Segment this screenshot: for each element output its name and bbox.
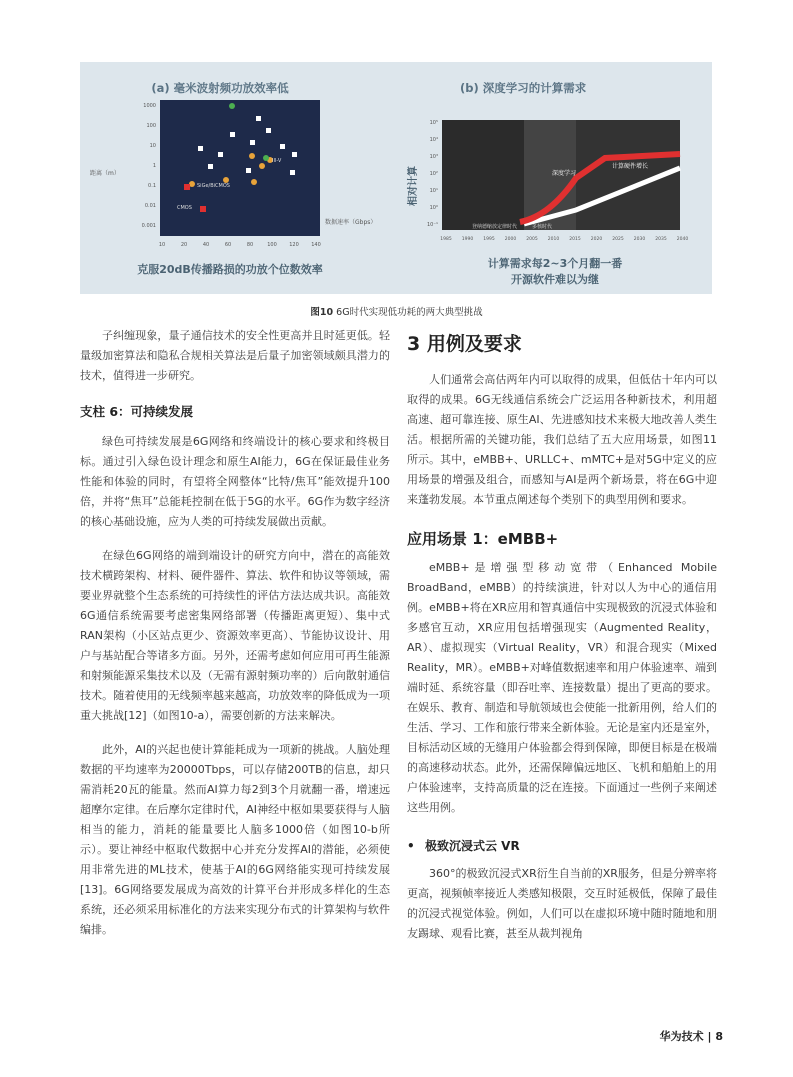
panel-b-y-label: 相对计算 xyxy=(408,166,419,206)
right-paragraph-2: eMBB+是增强型移动宽带（Enhanced Mobile BroadBand，eMBB）的持续演进，针对以人为中心的通信用例。eMBB+将在XR应用和智真通信中实现极致的沉浸式体验和多感官互动，XR应用包括增强现实（Augmented Reality，AR）、虚拟现实（Virtual Reality，VR）和混合现实（Mixed Reality，MR）。eMBB+对峰值数据速率和用户体验速率、端到端时延、系统容量（即吞吐率、连接数量）提出了更高的要求。在娱乐、教育、制造和导航领域也会使能一批新用例，给人们的生活、学习、工作和旅行带来全新体验。无论是室内还是室外，目标活动区域的无缝用户体验都会得到保障，即便目标是在极端的高速移动状态。此外，还需保障偏远地区、飞机和船舶上的用户体验速率，支持高质量的泛在连接。下面通过一些例子来阐述这些用例。 xyxy=(407,561,717,814)
panel-a-point xyxy=(263,155,269,161)
panel-a-point xyxy=(266,128,271,133)
panel-a-x-tick: 140 xyxy=(311,242,321,248)
panel-b-y-tick: 10² xyxy=(429,171,438,177)
figure-10 xyxy=(80,62,712,294)
panel-b-x-tick: 2015 xyxy=(569,237,581,242)
panel-b-multicore-label: 多核时代 xyxy=(532,224,553,230)
panel-b-deep-learning-label: 深度学习 xyxy=(552,170,577,177)
panel-a-point xyxy=(249,153,255,159)
panel-a-point xyxy=(251,179,257,185)
panel-a-caption: 克服20dB传播路损的功放个位数效率 xyxy=(137,263,323,276)
panel-a-y-label: 距离（m） xyxy=(90,170,120,177)
panel-a-x-tick: 10 xyxy=(158,242,166,248)
panel-b-title: (b) 深度学习的计算需求 xyxy=(460,81,587,95)
figure-caption-prefix: 图10 xyxy=(310,307,334,318)
figure-caption-text: 6G时代实现低功耗的两大典型挑战 xyxy=(333,307,483,318)
panel-a-y-tick: 0.001 xyxy=(141,223,156,229)
panel-a-point xyxy=(292,152,297,157)
left-paragraph-2: 绿色可持续发展是6G网络和终端设计的核心要求和终极目标。通过引入绿色设计理念和原生AI能力，6G在保证最佳业务性能和体验的同时，有望将全网整体“比特/焦耳”能效提升100倍，并将“焦耳”总能耗控制在低于5G的水平。6G作为数字经济的核心基础设施，应为人类的可持续发展做出贡献。 xyxy=(80,435,390,528)
panel-a-point xyxy=(256,116,261,121)
panel-b-caption-2: 开源软件难以为继 xyxy=(511,273,599,286)
panel-b-x-tick: 2020 xyxy=(590,237,603,242)
panel-a-point xyxy=(200,206,206,212)
panel-b-hw-growth-label: 计算硬件增长 xyxy=(612,163,649,170)
panel-a-x-tick: 20 xyxy=(180,242,188,248)
panel-b-x-tick: 1995 xyxy=(483,237,495,242)
panel-a-x-tick: 80 xyxy=(246,242,254,248)
panel-a-y-tick: 0.1 xyxy=(148,183,156,189)
panel-b-y-tick: 10⁴ xyxy=(429,137,438,143)
page-footer: 华为技术 | 8 xyxy=(659,1030,723,1043)
panel-a-point xyxy=(198,146,203,151)
panel-b-x-tick: 1990 xyxy=(461,237,474,242)
panel-a-y-tick: 1000 xyxy=(143,103,156,109)
panel-a-title: (a) 毫米波射频功放效率低 xyxy=(151,81,289,95)
panel-b-x-tick: 2010 xyxy=(547,237,560,242)
panel-a-y-ticks xyxy=(142,103,156,229)
right-paragraph-1: 人们通常会高估两年内可以取得的成果，但低估十年内可以取得的成果。6G无线通信系统会广泛运用各种新技术，利用超高速、超可靠连接、原生AI、先进感知技术来极大地改善人类生活。根据所需的关键功能，我们总结了五大应用场景，如图11所示。其中，eMBB+、URLLC+、mMTC+是对5G中定义的应用场景的增强及组合，而感知与AI是两个新场景，将在6G中迎来蓬勃发展。本节重点阐述每个类别下的典型用例和要求。 xyxy=(407,373,717,506)
pillar-6-heading: 支柱 6：可持续发展 xyxy=(80,404,194,419)
section-title: 3 用例及要求 xyxy=(407,333,522,355)
panel-b-x-tick: 2040 xyxy=(676,237,689,242)
panel-a-point xyxy=(218,152,223,157)
panel-a-point xyxy=(208,164,213,169)
panel-b-x-tick: 2005 xyxy=(526,237,538,242)
panel-a-x-ticks xyxy=(159,242,321,248)
panel-b-y-tick: 10³ xyxy=(429,154,438,160)
panel-a-point xyxy=(246,168,251,173)
panel-a-y-tick: 1 xyxy=(152,163,156,169)
panel-a-x-label: 数据速率（Gbps） xyxy=(325,219,377,226)
panel-b-y-ticks xyxy=(427,120,438,228)
panel-b-y-tick: 10¹ xyxy=(429,188,438,194)
panel-a-x-tick: 60 xyxy=(224,242,232,248)
panel-a-point xyxy=(250,140,255,145)
panel-b-x-tick: 1985 xyxy=(440,237,452,242)
figure-caption xyxy=(0,304,793,318)
left-column xyxy=(80,326,390,940)
panel-a-chart xyxy=(80,100,380,260)
panel-b-y-tick: 10⁻¹ xyxy=(426,222,438,228)
panel-b-caption-1: 计算需求每2~3个月翻一番 xyxy=(487,257,623,270)
panel-a-point xyxy=(230,132,235,137)
panel-a-point xyxy=(259,163,265,169)
panel-a-x-tick: 120 xyxy=(289,242,299,248)
left-paragraph-3: 在绿色6G网络的端到端设计的研究方向中，潜在的高能效技术横跨架构、材料、硬件器件、算法、软件和协议等领域，需要业界就整个生态系统的可持续性的评估方法达成共识。高能效6G通信系统需要考虑密集网络部署（传播距离更短）、集中式RAN架构（小区站点更少、资源效率更高）、节能协议设计、用户与基站配合等诸多方面。另外，还需考虑如何应用可再生能源和射频能源采集技术以及（无需有源射频功率的）后向散射通信技术。随着使用的无线频率越来越高，功放效率的降低成为一项重大挑战[12]（如图10-a），需要创新的方法来解决。 xyxy=(80,549,390,722)
bullet-title-text: 极致沉浸式云 VR xyxy=(425,839,520,853)
panel-b-chart xyxy=(400,98,700,273)
left-paragraph-1: 子纠缠现象，量子通信技术的安全性更高并且时延更低。轻量级加密算法和隐私合规相关算法是后量子加密领域颇具潜力的技术，值得进一步研究。 xyxy=(80,329,390,382)
panel-a-point xyxy=(280,144,285,149)
panel-a-point xyxy=(184,184,190,190)
panel-b-x-ticks xyxy=(440,236,688,242)
panel-b-x-tick: 2000 xyxy=(504,237,517,242)
panel-a-point xyxy=(229,103,235,109)
panel-a-y-tick: 0.01 xyxy=(144,203,156,209)
bullet-dot: • xyxy=(407,839,415,853)
right-paragraph-3: 360°的极致沉浸式XR衍生自当前的XR服务，但是分辨率将更高，视频帧率接近人类感知极限，交互时延极低，保障了最佳的沉浸式视觉体验。例如，人们可以在虚拟环境中随时随地和朋友踢球、观看比赛，甚至从裁判视角 xyxy=(407,867,717,940)
panel-b-x-tick: 2035 xyxy=(655,237,667,242)
panel-a-point xyxy=(290,170,295,175)
scenario-1-heading: 应用场景 1：eMBB+ xyxy=(407,530,559,548)
left-paragraph-4: 此外，AI的兴起也使计算能耗成为一项新的挑战。人脑处理数据的平均速率为20000Tbps，可以存储200TB的信息，却只需消耗20瓦的能量。然而AI算力每2到3个月就翻一番，增速远超摩尔定律。在后摩尔定律时代，AI神经中枢如果要获得与人脑相当的能力，消耗的能量要比人脑多1000倍（如图10-b所示）。要让神经中枢取代数据中心并充分发挥AI的潜能，必须使用非常先进的ML技术，使基于AI的6G网络能实现可持续发展[13]。6G网络要发展成为高效的计算平台并形成多样化的生态系统，还必须采用标准化的方法来实现分布式的计算架构与软件编排。 xyxy=(80,743,390,936)
bullet-cloud-vr xyxy=(407,836,717,856)
panel-a-iii-v-label: III-V xyxy=(272,158,282,164)
right-column xyxy=(407,326,717,944)
panel-b-y-tick: 10⁰ xyxy=(429,205,438,211)
panel-a-x-tick: 100 xyxy=(267,242,277,248)
panel-b-y-tick: 10⁵ xyxy=(429,120,438,126)
panel-a-y-tick: 100 xyxy=(146,123,156,129)
panel-a-x-tick: 40 xyxy=(202,242,210,248)
panel-b-x-tick: 2025 xyxy=(612,237,624,242)
panel-a-y-tick: 10 xyxy=(149,143,156,149)
panel-b-x-tick: 2030 xyxy=(633,237,646,242)
panel-b-moore-label: 登纳德缩放定律时代 xyxy=(472,224,518,230)
panel-a-cmos-label: CMOS xyxy=(177,205,192,211)
panel-a-sige-label: SiGe/BiCMOS xyxy=(197,183,230,189)
panel-a-plot-bg xyxy=(160,100,320,236)
panel-b-bg-dennard xyxy=(442,120,524,230)
